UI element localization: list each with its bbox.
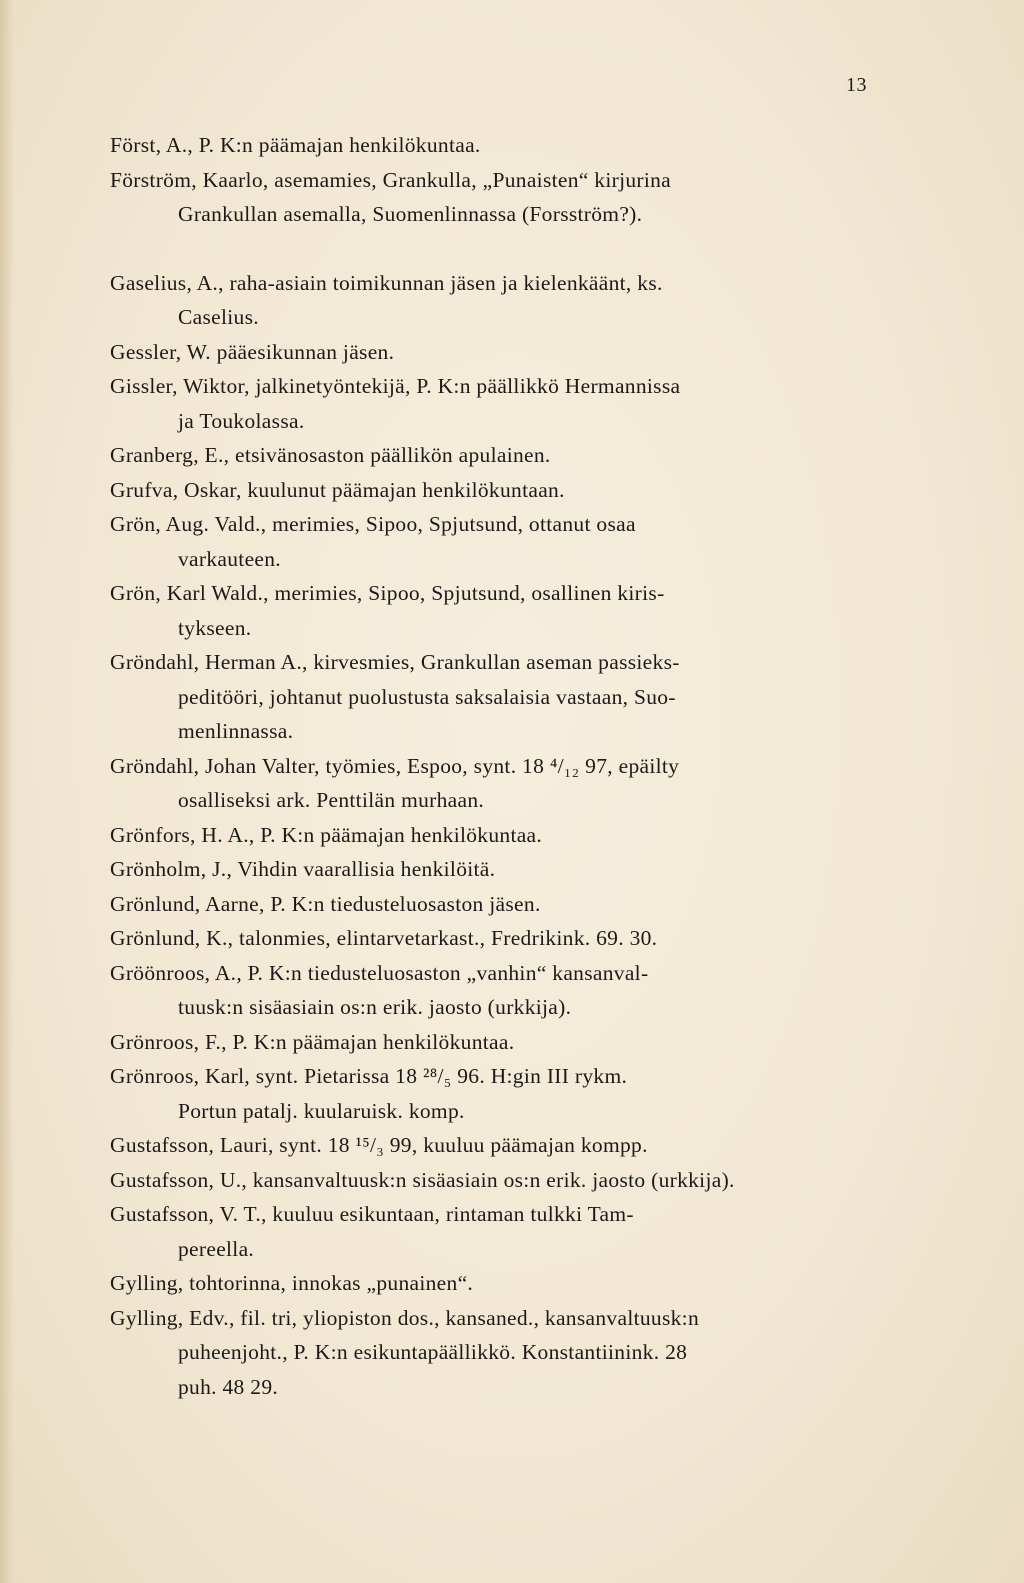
- page-edge-shadow: [0, 0, 14, 1583]
- entry-gylling-tohtorinna: Gylling, tohtorinna, innokas „punainen“.: [110, 1271, 474, 1295]
- entry-forst: Först, A., P. K:n päämajan henkilökuntaa.: [110, 133, 481, 157]
- entry-gustafsson-u: Gustafsson, U., kansanvaltuusk:n sisäasiain os:n erik. jaosto (urkkija).: [110, 1167, 735, 1192]
- entry-gronroos-karl: Grönroos, Karl, synt. Pietarissa 18 ²⁸/₅ 96. H:gin III rykm. Portun patalj. kuularuisk. komp.: [110, 1064, 628, 1123]
- entry-gron-karl: Grön, Karl Wald., merimies, Sipoo, Spjutsund, osallinen kiris- tykseen.: [110, 581, 665, 640]
- entry-gylling-edv: Gylling, Edv., fil. tri, yliopiston dos., kansaned., kansanvaltuusk:n puheenjoht., P. K:n esikuntapäällikkö. Konstantiinink. 28 puh. 48 29.: [110, 1305, 700, 1399]
- entry-gronholm: Grönholm, J., Vihdin vaarallisia henkilöitä.: [110, 857, 496, 881]
- entry-grondahl-herman: Gröndahl, Herman A., kirvesmies, Grankullan aseman passieks- peditööri, johtanut puolustusta saksalaisia vastaan, Suo- menlinnassa.: [110, 650, 680, 743]
- entry-gessler: Gessler, W. pääesikunnan jäsen.: [110, 339, 395, 364]
- entry-grufva: Grufva, Oskar, kuulunut päämajan henkilökuntaan.: [110, 477, 565, 502]
- entry-gustafsson-v: Gustafsson, V. T., kuuluu esikuntaan, rintaman tulkki Tam- pereella.: [110, 1202, 634, 1261]
- entry-gustafsson-lauri: Gustafsson, Lauri, synt. 18 ¹⁵/₃ 99, kuuluu päämajan kompp.: [110, 1133, 648, 1157]
- entry-gaselius: Gaselius, A., raha-asiain toimikunnan jäsen ja kielenkäänt, ks. Caselius.: [110, 270, 663, 329]
- entry-groonroos: Gröönroos, A., P. K:n tiedusteluosaston „vanhin“ kansanval- tuusk:n sisäasiain os:n erik. jaosto (urkkija).: [110, 960, 649, 1019]
- entry-grondahl-johan: Gröndahl, Johan Valter, työmies, Espoo, synt. 18 ⁴/₁₂ 97, epäilty osalliseksi ark. Penttilän murhaan.: [110, 753, 680, 812]
- entry-gronfors: Grönfors, H. A., P. K:n päämajan henkilökuntaa.: [110, 822, 543, 847]
- page-number: 13: [846, 74, 867, 96]
- entry-gronlund-aarne: Grönlund, Aarne, P. K:n tiedusteluosaston jäsen.: [110, 891, 541, 916]
- entry-gronroos-f: Grönroos, F., P. K:n päämajan henkilökuntaa.: [110, 1029, 515, 1054]
- entry-gissler: Gissler, Wiktor, jalkinetyöntekijä, P. K:n päällikkö Hermannissa ja Toukolassa.: [110, 374, 681, 433]
- entry-list: [110, 128, 874, 1404]
- entry-gronlund-k: Grönlund, K., talonmies, elintarvetarkast., Fredrikink. 69. 30.: [110, 926, 658, 950]
- entry-gron-aug: Grön, Aug. Vald., merimies, Sipoo, Spjutsund, ottanut osaa varkauteen.: [110, 512, 636, 571]
- entry-granberg: Granberg, E., etsivänosaston päällikön apulainen.: [110, 443, 551, 467]
- entry-forstrom: Förström, Kaarlo, asemamies, Grankulla, „Punaisten“ kirjurina Grankullan asemalla, Suomenlinnassa (Forsström?).: [110, 167, 672, 226]
